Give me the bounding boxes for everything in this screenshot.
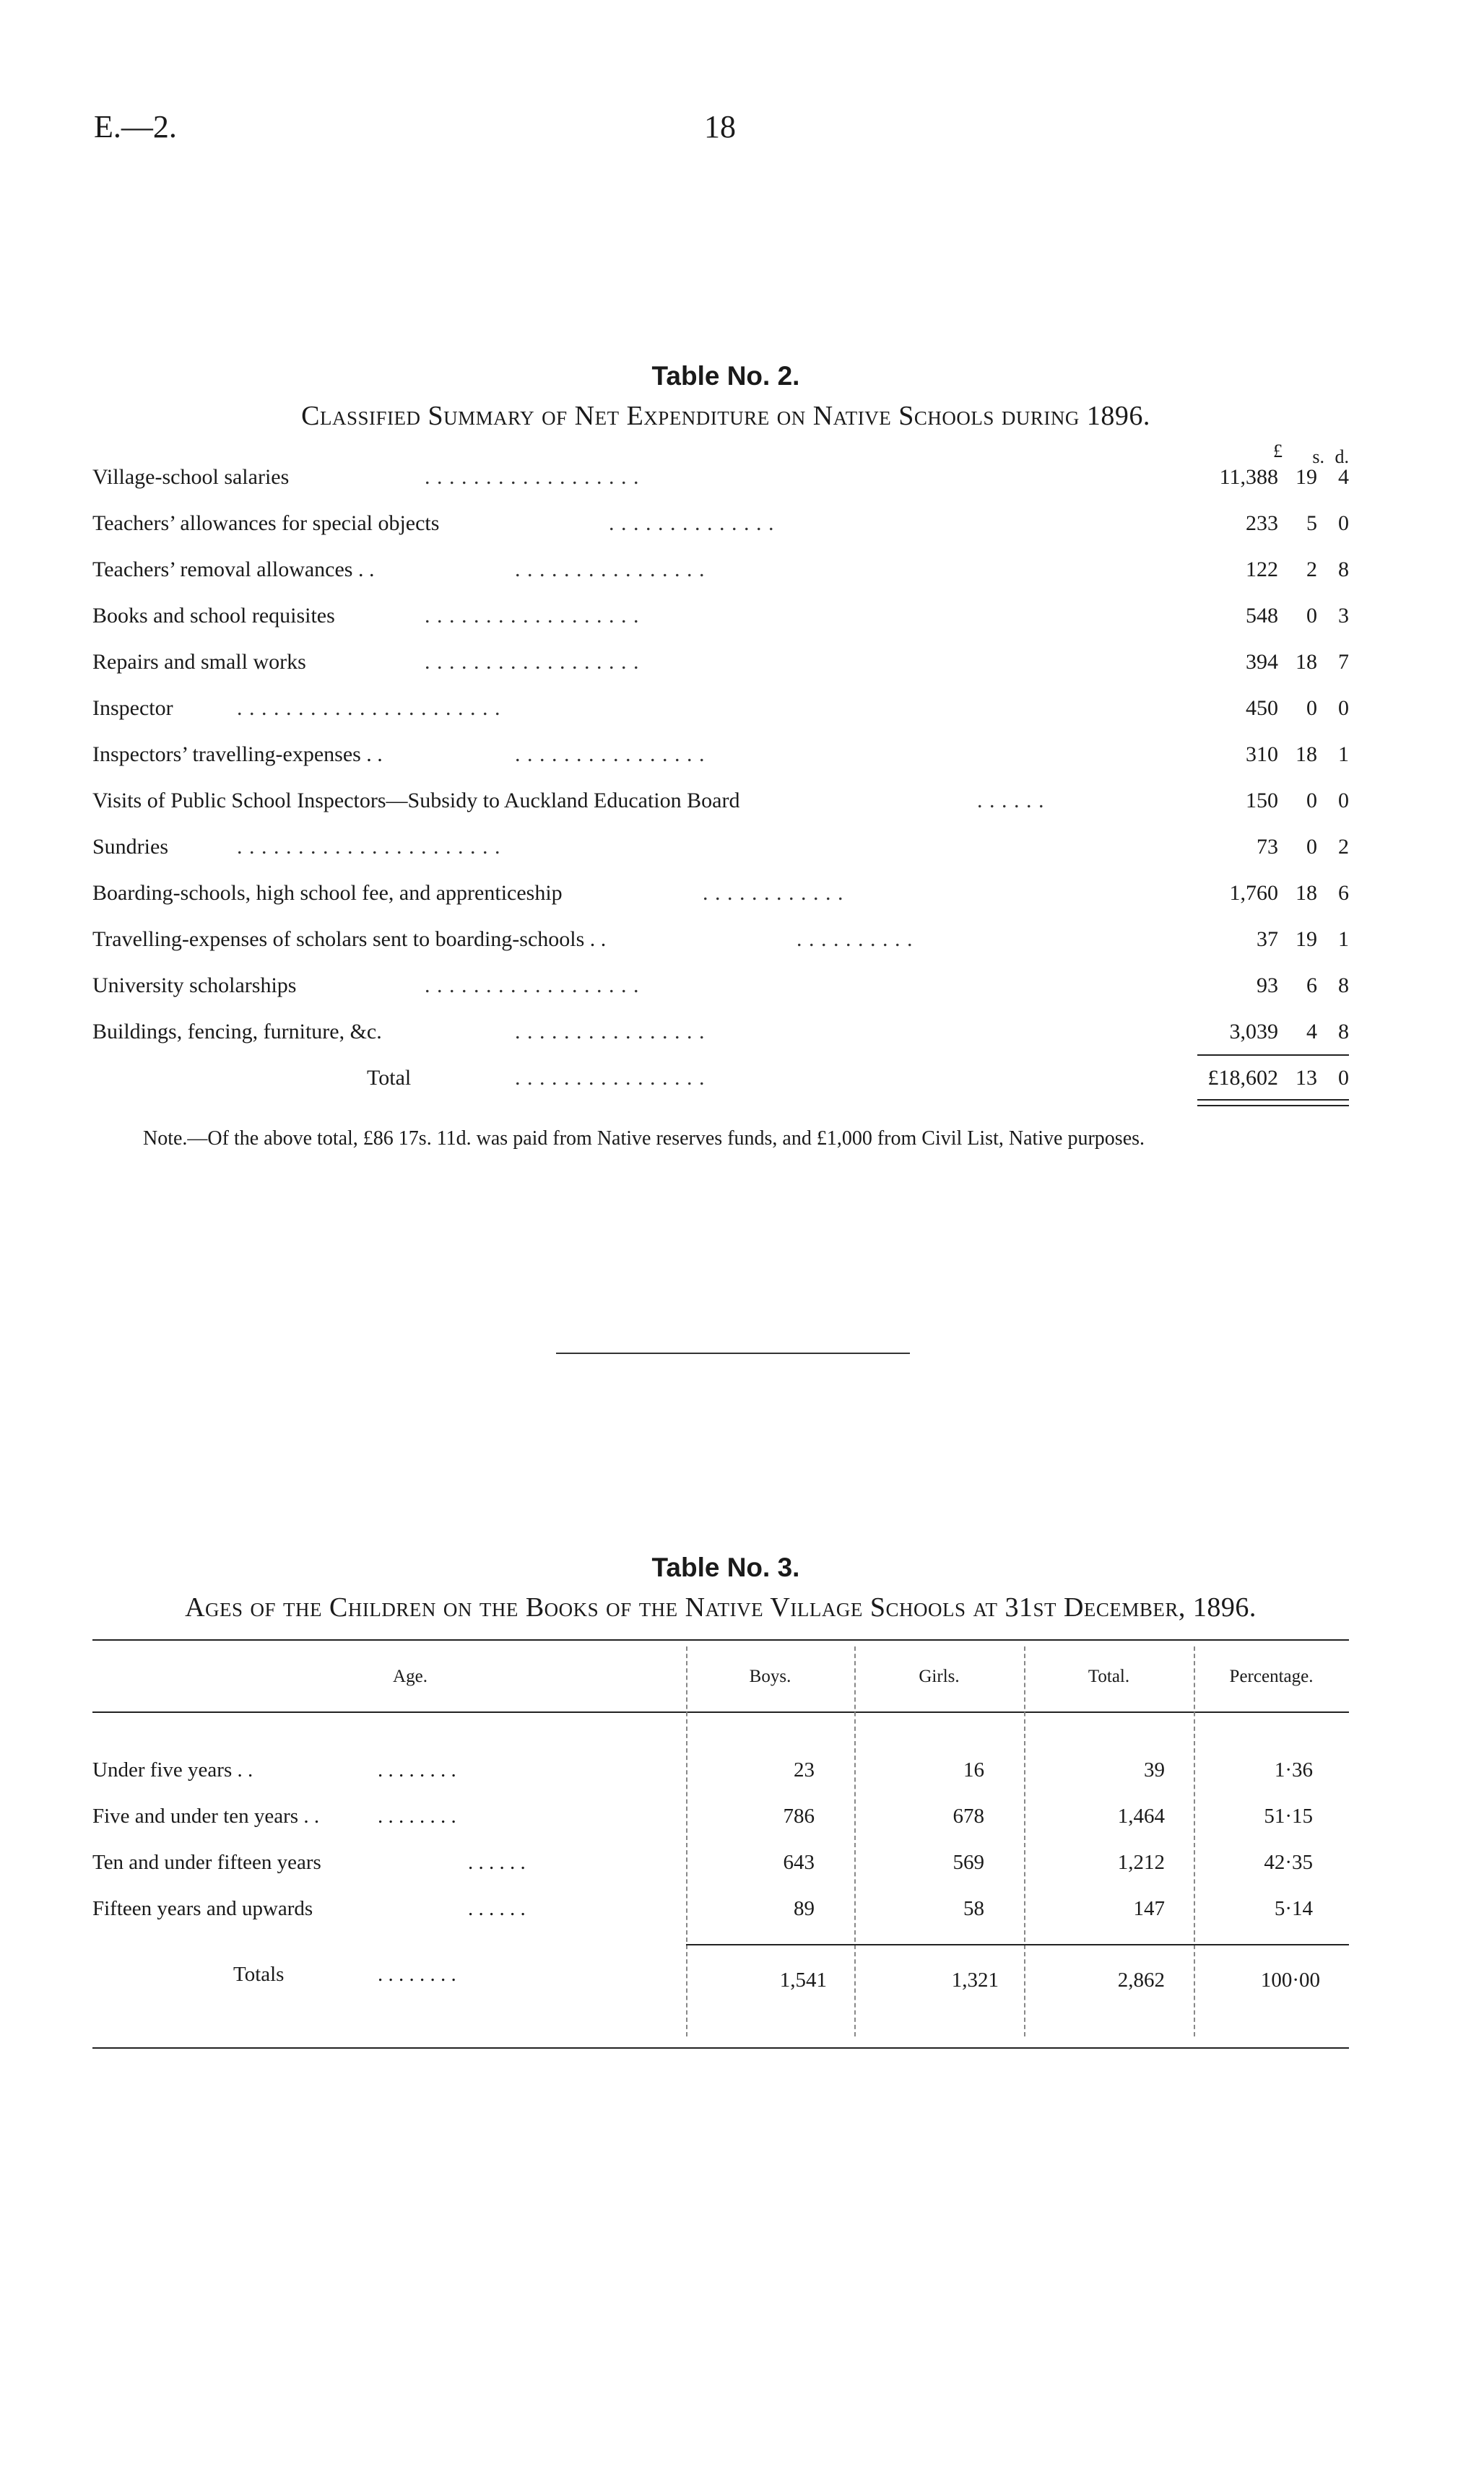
age-label: Fifteen years and upwards <box>92 1897 313 1920</box>
totals-girls: 1,321 <box>951 1969 999 1992</box>
totals-percentage: 100·00 <box>1260 1969 1320 1992</box>
amount-pounds: 122 <box>1246 557 1278 581</box>
total-row <box>92 1066 1349 1102</box>
row-label: Inspectors’ travelling-expenses . . <box>92 742 383 766</box>
section-divider <box>556 1353 910 1354</box>
row-label: Village-school salaries <box>92 465 290 489</box>
amount-shillings: 18 <box>1296 881 1317 905</box>
percentage-cell: 1·36 <box>1274 1758 1313 1782</box>
amount-shillings: 19 <box>1296 465 1317 489</box>
total-rule-bottom-1 <box>1197 1099 1349 1101</box>
expenditure-row <box>92 465 1349 501</box>
amount-pence: 1 <box>1338 742 1349 766</box>
row-label: University scholarships <box>92 973 297 997</box>
shillings-header: s. <box>1312 446 1324 467</box>
amount-pounds: 150 <box>1246 789 1278 812</box>
amount-pence: 0 <box>1338 696 1349 720</box>
totals-boys: 1,541 <box>779 1969 827 1992</box>
amount-shillings: 5 <box>1306 511 1317 535</box>
girls-cell: 678 <box>953 1805 984 1828</box>
amount-pence: 8 <box>1338 557 1349 581</box>
amount-pence: 8 <box>1338 973 1349 997</box>
expenditure-row <box>92 881 1349 917</box>
pence-header: d. <box>1335 446 1349 467</box>
boys-cell: 89 <box>794 1897 815 1920</box>
table-rule-bottom <box>92 2047 1349 2049</box>
amount-shillings: 18 <box>1296 650 1317 674</box>
total-pence: 0 <box>1338 1066 1349 1090</box>
amount-pounds: 3,039 <box>1229 1020 1278 1043</box>
expenditure-row <box>92 511 1349 547</box>
table3-subtitle: Ages of the Children on the Books of the Native Village Schools at 31st December, 1896. <box>185 1592 1257 1623</box>
boys-cell: 643 <box>783 1851 815 1874</box>
amount-pounds: 93 <box>1257 973 1278 997</box>
leader-dots: . . . . . . . . . . . . . . . . . . <box>425 465 640 489</box>
leader-dots: . . . . . . <box>977 789 1045 812</box>
expenditure-row <box>92 604 1349 640</box>
row-label: Travelling-expenses of scholars sent to boarding-schools . . <box>92 927 607 951</box>
pounds-header: £ <box>1273 441 1283 461</box>
leader-dots: . . . . . . . . . . . . . . . . . . <box>425 604 640 628</box>
amount-pounds: 37 <box>1257 927 1278 951</box>
header-total: Total. <box>1088 1667 1130 1686</box>
expenditure-row <box>92 835 1349 871</box>
leader-dots: . . . . . . . . . . . . . . . . . . <box>425 650 640 674</box>
header-age: Age. <box>393 1667 428 1686</box>
leader-dots: . . . . . . <box>468 1897 526 1920</box>
table2-subtitle: Classified Summary of Net Expenditure on Native Schools during 1896. <box>301 401 1150 431</box>
amount-shillings: 0 <box>1306 835 1317 859</box>
expenditure-row <box>92 1020 1349 1056</box>
row-label: Sundries <box>92 835 168 859</box>
percentage-cell: 42·35 <box>1264 1851 1313 1874</box>
total-cell: 1,212 <box>1117 1851 1165 1874</box>
leader-dots: . . . . . . . . . . <box>797 927 914 951</box>
leader-dots: . . . . . . . . . . . . . . . . . . <box>425 973 640 997</box>
expenditure-row <box>92 927 1349 963</box>
amount-pounds: 1,760 <box>1229 881 1278 905</box>
amount-shillings: 4 <box>1306 1020 1317 1043</box>
age-table <box>92 1639 1349 2058</box>
percentage-cell: 51·15 <box>1264 1805 1313 1828</box>
amount-pounds: 310 <box>1246 742 1278 766</box>
table2-note: Note.—Of the above total, £86 17s. 11d. was paid from Native reserves funds, and £1,000 from Civil List, Native purposes. <box>143 1127 1145 1150</box>
amount-pence: 4 <box>1338 465 1349 489</box>
header-rule <box>92 1711 1349 1713</box>
leader-dots: . . . . . . . . . . . . . . . . <box>515 1066 706 1090</box>
total-cell: 39 <box>1144 1758 1165 1782</box>
girls-cell: 569 <box>953 1851 984 1874</box>
total-rule-bottom-2 <box>1197 1105 1349 1106</box>
header-boys: Boys. <box>749 1667 791 1686</box>
row-label: Teachers’ removal allowances . . <box>92 557 375 581</box>
amount-shillings: 0 <box>1306 696 1317 720</box>
leader-dots: . . . . . . . . . . . . . . . . <box>515 557 706 581</box>
header-percentage: Percentage. <box>1229 1667 1314 1686</box>
boys-cell: 786 <box>783 1805 815 1828</box>
totals-rule <box>686 1944 1349 1945</box>
amount-pounds: 548 <box>1246 604 1278 628</box>
leader-dots: . . . . . . . . . . . . . . <box>609 511 775 535</box>
row-label: Boarding-schools, high school fee, and apprenticeship <box>92 881 563 905</box>
expenditure-row <box>92 696 1349 732</box>
girls-cell: 58 <box>963 1897 984 1920</box>
row-label: Inspector <box>92 696 173 720</box>
percentage-cell: 5·14 <box>1274 1897 1313 1920</box>
amount-pence: 8 <box>1338 1020 1349 1043</box>
expenditure-row <box>92 973 1349 1010</box>
amount-pounds: 233 <box>1246 511 1278 535</box>
girls-cell: 16 <box>963 1758 984 1782</box>
header-girls: Girls. <box>919 1667 960 1686</box>
age-label: Under five years . . <box>92 1758 253 1782</box>
total-pounds: £18,602 <box>1207 1066 1278 1090</box>
table2-title: Table No. 2. <box>651 361 800 391</box>
total-shillings: 13 <box>1296 1066 1317 1090</box>
leader-dots: . . . . . . . . . . . . . . . . . . . . . . <box>237 696 501 720</box>
boys-cell: 23 <box>794 1758 815 1782</box>
amount-shillings: 18 <box>1296 742 1317 766</box>
leader-dots: . . . . . . . . <box>378 1758 456 1782</box>
expenditure-row <box>92 742 1349 778</box>
amount-shillings: 0 <box>1306 789 1317 812</box>
amount-pence: 0 <box>1338 511 1349 535</box>
total-cell: 1,464 <box>1117 1805 1165 1828</box>
amount-pence: 2 <box>1338 835 1349 859</box>
page-number: 18 <box>704 109 736 144</box>
amount-pence: 0 <box>1338 789 1349 812</box>
expenditure-row <box>92 557 1349 594</box>
amount-pounds: 450 <box>1246 696 1278 720</box>
leader-dots: . . . . . . . . . . . . . . . . . . . . . . <box>237 835 501 859</box>
amount-pounds: 11,388 <box>1219 465 1278 489</box>
age-label: Ten and under fifteen years <box>92 1851 321 1874</box>
amount-shillings: 0 <box>1306 604 1317 628</box>
amount-pence: 3 <box>1338 604 1349 628</box>
amount-pounds: 394 <box>1246 650 1278 674</box>
amount-shillings: 2 <box>1306 557 1317 581</box>
amount-pounds: 73 <box>1257 835 1278 859</box>
row-label: Repairs and small works <box>92 650 306 674</box>
leader-dots: . . . . . . . . . . . . . . . . <box>515 742 706 766</box>
amount-pence: 7 <box>1338 650 1349 674</box>
expenditure-row <box>92 789 1349 825</box>
leader-dots: . . . . . . . . . . . . . . . . <box>515 1020 706 1043</box>
expenditure-row <box>92 650 1349 686</box>
amount-shillings: 19 <box>1296 927 1317 951</box>
leader-dots: . . . . . . . . <box>378 1963 456 1986</box>
row-label: Visits of Public School Inspectors—Subsidy to Auckland Education Board <box>92 789 740 812</box>
amount-pence: 1 <box>1338 927 1349 951</box>
totals-total: 2,862 <box>1117 1969 1165 1992</box>
row-label: Teachers’ allowances for special objects <box>92 511 440 535</box>
document-code: E.—2. <box>94 109 177 144</box>
totals-label: Totals <box>233 1963 285 1986</box>
row-label: Buildings, fencing, furniture, &c. <box>92 1020 382 1043</box>
total-label: Total <box>367 1066 412 1090</box>
leader-dots: . . . . . . <box>468 1851 526 1874</box>
amount-pence: 6 <box>1338 881 1349 905</box>
amount-shillings: 6 <box>1306 973 1317 997</box>
total-rule-top <box>1197 1054 1349 1056</box>
age-label: Five and under ten years . . <box>92 1805 320 1828</box>
total-cell: 147 <box>1133 1897 1165 1920</box>
row-label: Books and school requisites <box>92 604 335 628</box>
leader-dots: . . . . . . . . . . . . <box>703 881 844 905</box>
leader-dots: . . . . . . . . <box>378 1805 456 1828</box>
table-rule-top <box>92 1639 1349 1641</box>
table3-title: Table No. 3. <box>651 1553 800 1582</box>
